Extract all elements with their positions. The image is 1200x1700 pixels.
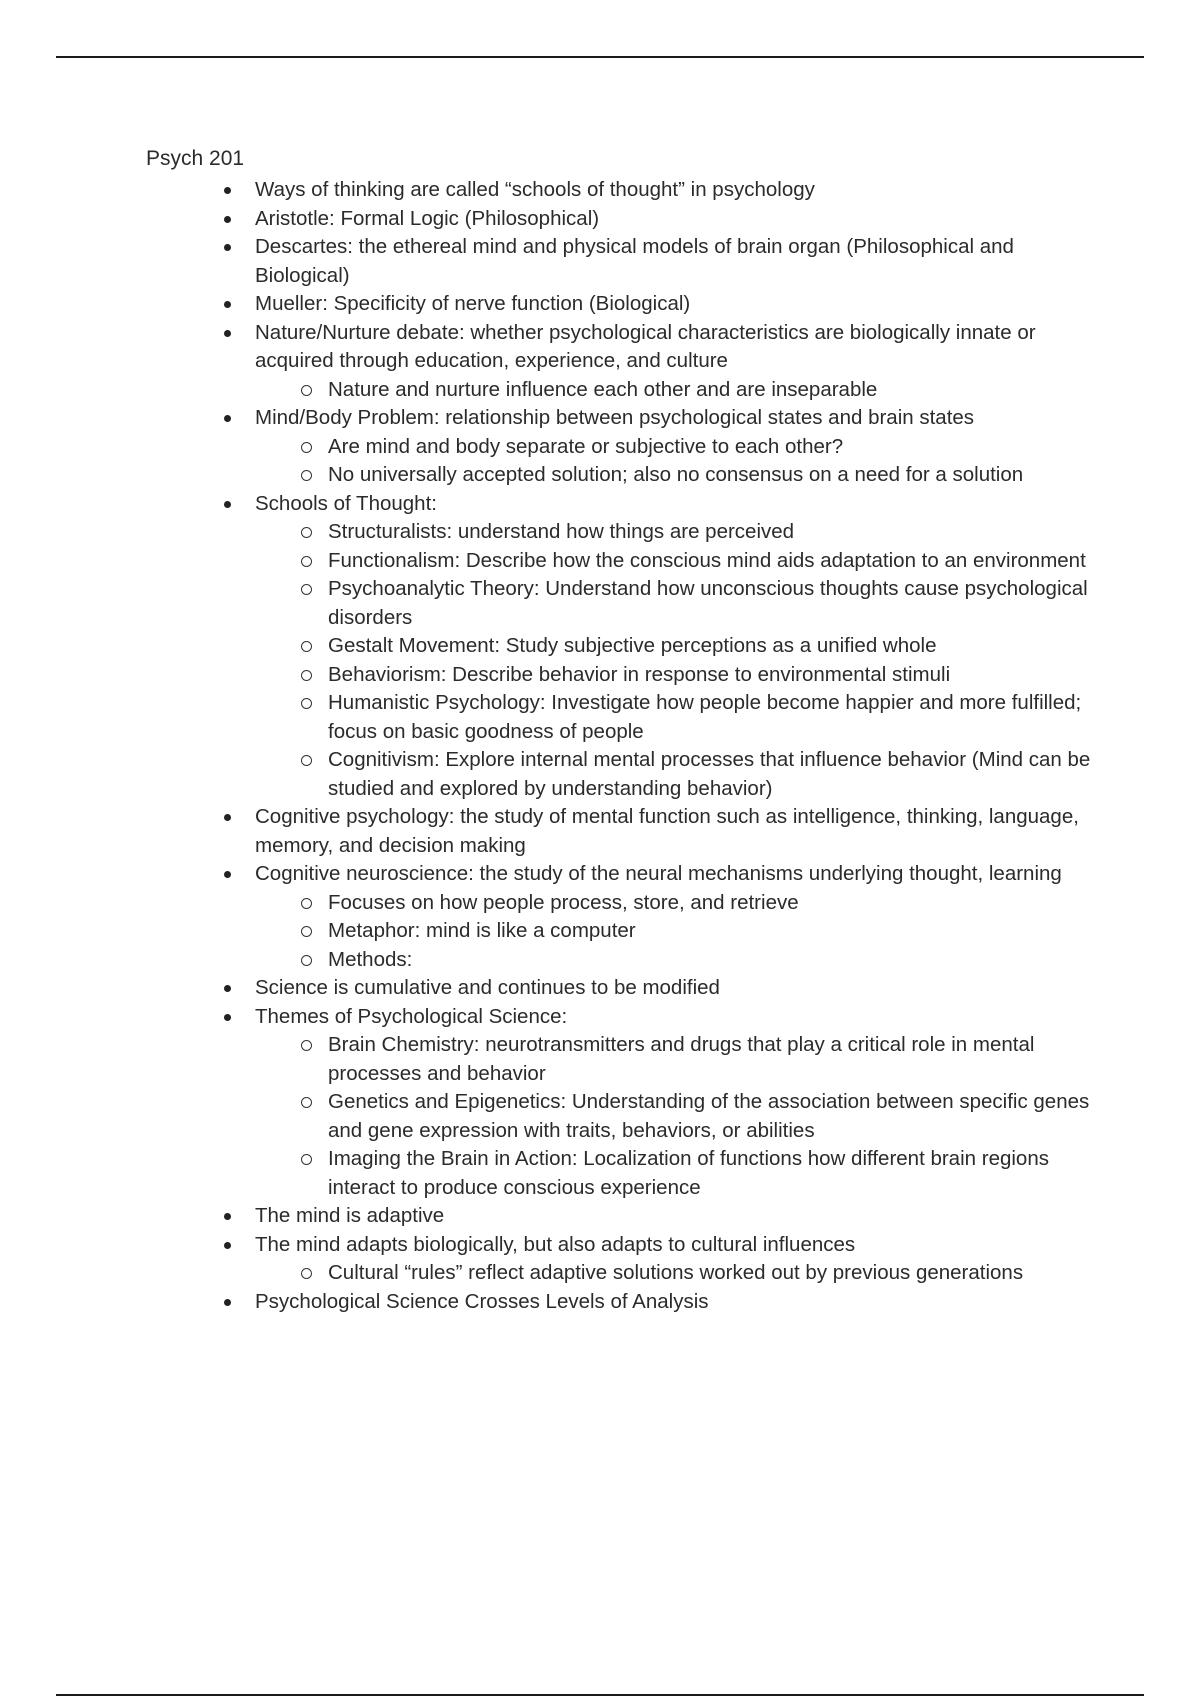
bullet-circle-icon (301, 584, 312, 595)
list-item-text: Cognitive psychology: the study of mental function such as intelligence, thinking, language, memory, and decision making (255, 805, 1079, 857)
list-item-text: Descartes: the ethereal mind and physical models of brain organ (Philosophical and Biological) (255, 235, 1014, 287)
bullet-circle-icon (301, 1040, 312, 1051)
list-item-text: The mind is adaptive (255, 1204, 445, 1227)
sub-list-item (255, 632, 1096, 661)
sub-list-item-text: Imaging the Brain in Action: Localization of functions how different brain regions interact to produce conscious experience (328, 1147, 1049, 1199)
sub-list (255, 889, 1096, 975)
sub-list (255, 1259, 1096, 1288)
list-item (146, 290, 1096, 319)
sub-list (255, 433, 1096, 490)
bullet-circle-icon (301, 698, 312, 709)
bullet-circle-icon (301, 926, 312, 937)
header-rule (56, 56, 1144, 58)
bullet-circle-icon (301, 1154, 312, 1165)
list-item-text: Science is cumulative and continues to be modified (255, 976, 720, 999)
bullet-dot-icon (224, 871, 231, 878)
sub-list-item-text: Psychoanalytic Theory: Understand how unconscious thoughts cause psychological disorders (328, 577, 1088, 629)
list-item-text: The mind adapts biologically, but also adapts to cultural influences (255, 1232, 856, 1256)
bullet-dot-icon (224, 501, 231, 508)
sub-list (255, 518, 1096, 803)
list-item (146, 974, 1096, 1003)
list-item (146, 176, 1096, 205)
bullet-circle-icon (301, 442, 312, 453)
sub-list-item (255, 689, 1096, 746)
list-item (146, 1202, 1096, 1231)
bullet-circle-icon (301, 527, 312, 538)
sub-list-item-text: Are mind and body separate or subjective to each other? (328, 434, 844, 458)
sub-list-item-text: Functionalism: Describe how the conscious mind aids adaptation to an environment (328, 548, 1086, 572)
footer-rule (56, 1694, 1144, 1696)
sub-list-item (255, 1145, 1096, 1202)
list-item-text: Schools of Thought: (255, 491, 437, 515)
bullet-dot-icon (224, 330, 231, 337)
sub-list-item (255, 1031, 1096, 1088)
bullet-dot-icon (224, 415, 231, 422)
sub-list-item-text: No universally accepted solution; also no consensus on a need for a solution (328, 463, 1024, 486)
sub-list-item (255, 547, 1096, 576)
bullet-circle-icon (301, 955, 312, 966)
bullet-circle-icon (301, 670, 312, 681)
bullet-circle-icon (301, 385, 312, 396)
sub-list (255, 376, 1096, 405)
sub-list-item-text: Cognitivism: Explore internal mental processes that influence behavior (Mind can be studied and explored by understanding behavior) (328, 748, 1091, 800)
bullet-circle-icon (301, 556, 312, 567)
sub-list (255, 1031, 1096, 1202)
list-item (146, 1231, 1096, 1288)
sub-list-item (255, 433, 1096, 462)
list-item (146, 1288, 1096, 1317)
sub-list-item-text: Structuralists: understand how things are perceived (328, 520, 795, 543)
sub-list-item (255, 746, 1096, 803)
list-item-text: Nature/Nurture debate: whether psychological characteristics are biologically innate or acquired through education, experience, and culture (255, 320, 1036, 372)
bullet-circle-icon (301, 755, 312, 766)
notes-list (146, 176, 1096, 1316)
list-item (146, 860, 1096, 974)
sub-list-item-text: Genetics and Epigenetics: Understanding of the association between specific genes and gene expression with traits, behaviors, or abilities (328, 1090, 1090, 1142)
list-item-text: Mueller: Specificity of nerve function (Biological) (255, 292, 691, 315)
bullet-circle-icon (301, 470, 312, 481)
page-title: Psych 201 (146, 147, 245, 170)
bullet-dot-icon (224, 1299, 231, 1306)
sub-list-item (255, 1088, 1096, 1145)
bullet-dot-icon (224, 244, 231, 251)
list-item-text: Themes of Psychological Science: (255, 1004, 568, 1028)
sub-list-item (255, 661, 1096, 690)
sub-list-item (255, 946, 1096, 975)
sub-list-item (255, 889, 1096, 918)
list-item-text: Mind/Body Problem: relationship between psychological states and brain states (255, 406, 975, 429)
bullet-circle-icon (301, 898, 312, 909)
bullet-dot-icon (224, 985, 231, 992)
bullet-circle-icon (301, 1097, 312, 1108)
bullet-circle-icon (301, 1268, 312, 1279)
list-item (146, 319, 1096, 405)
sub-list-item-text: Humanistic Psychology: Investigate how people become happier and more fulfilled; focus on basic goodness of people (328, 691, 1082, 743)
list-item (146, 205, 1096, 234)
list-item-text: Cognitive neuroscience: the study of the neural mechanisms underlying thought, learning (255, 862, 1062, 885)
list-item (146, 1003, 1096, 1203)
bullet-dot-icon (224, 814, 231, 821)
list-item (146, 803, 1096, 860)
sub-list-item (255, 917, 1096, 946)
list-item-text: Aristotle: Formal Logic (Philosophical) (255, 206, 600, 230)
sub-list-item (255, 1259, 1096, 1288)
bullet-dot-icon (224, 1242, 231, 1249)
bullet-dot-icon (224, 187, 231, 194)
sub-list-item-text: Nature and nurture influence each other and are inseparable (328, 377, 878, 401)
sub-list-item-text: Focuses on how people process, store, and retrieve (328, 890, 799, 914)
bullet-dot-icon (224, 216, 231, 223)
sub-list-item (255, 575, 1096, 632)
sub-list-item-text: Cultural “rules” reflect adaptive solutions worked out by previous generations (328, 1261, 1024, 1284)
sub-list-item (255, 376, 1096, 405)
sub-list-item-text: Gestalt Movement: Study subjective perceptions as a unified whole (328, 634, 937, 657)
list-item (146, 233, 1096, 290)
bullet-dot-icon (224, 1014, 231, 1021)
sub-list-item-text: Methods: (328, 947, 413, 971)
sub-list-item (255, 518, 1096, 547)
bullet-dot-icon (224, 301, 231, 308)
list-item (146, 490, 1096, 804)
sub-list-item (255, 461, 1096, 490)
bullet-dot-icon (224, 1213, 231, 1220)
bullet-circle-icon (301, 641, 312, 652)
sub-list-item-text: Metaphor: mind is like a computer (328, 919, 636, 942)
sub-list-item-text: Brain Chemistry: neurotransmitters and drugs that play a critical role in mental processes and behavior (328, 1033, 1035, 1085)
list-item-text: Psychological Science Crosses Levels of Analysis (255, 1289, 709, 1313)
list-item-text: Ways of thinking are called “schools of thought” in psychology (255, 178, 815, 201)
list-item (146, 404, 1096, 490)
sub-list-item-text: Behaviorism: Describe behavior in response to environmental stimuli (328, 662, 951, 686)
